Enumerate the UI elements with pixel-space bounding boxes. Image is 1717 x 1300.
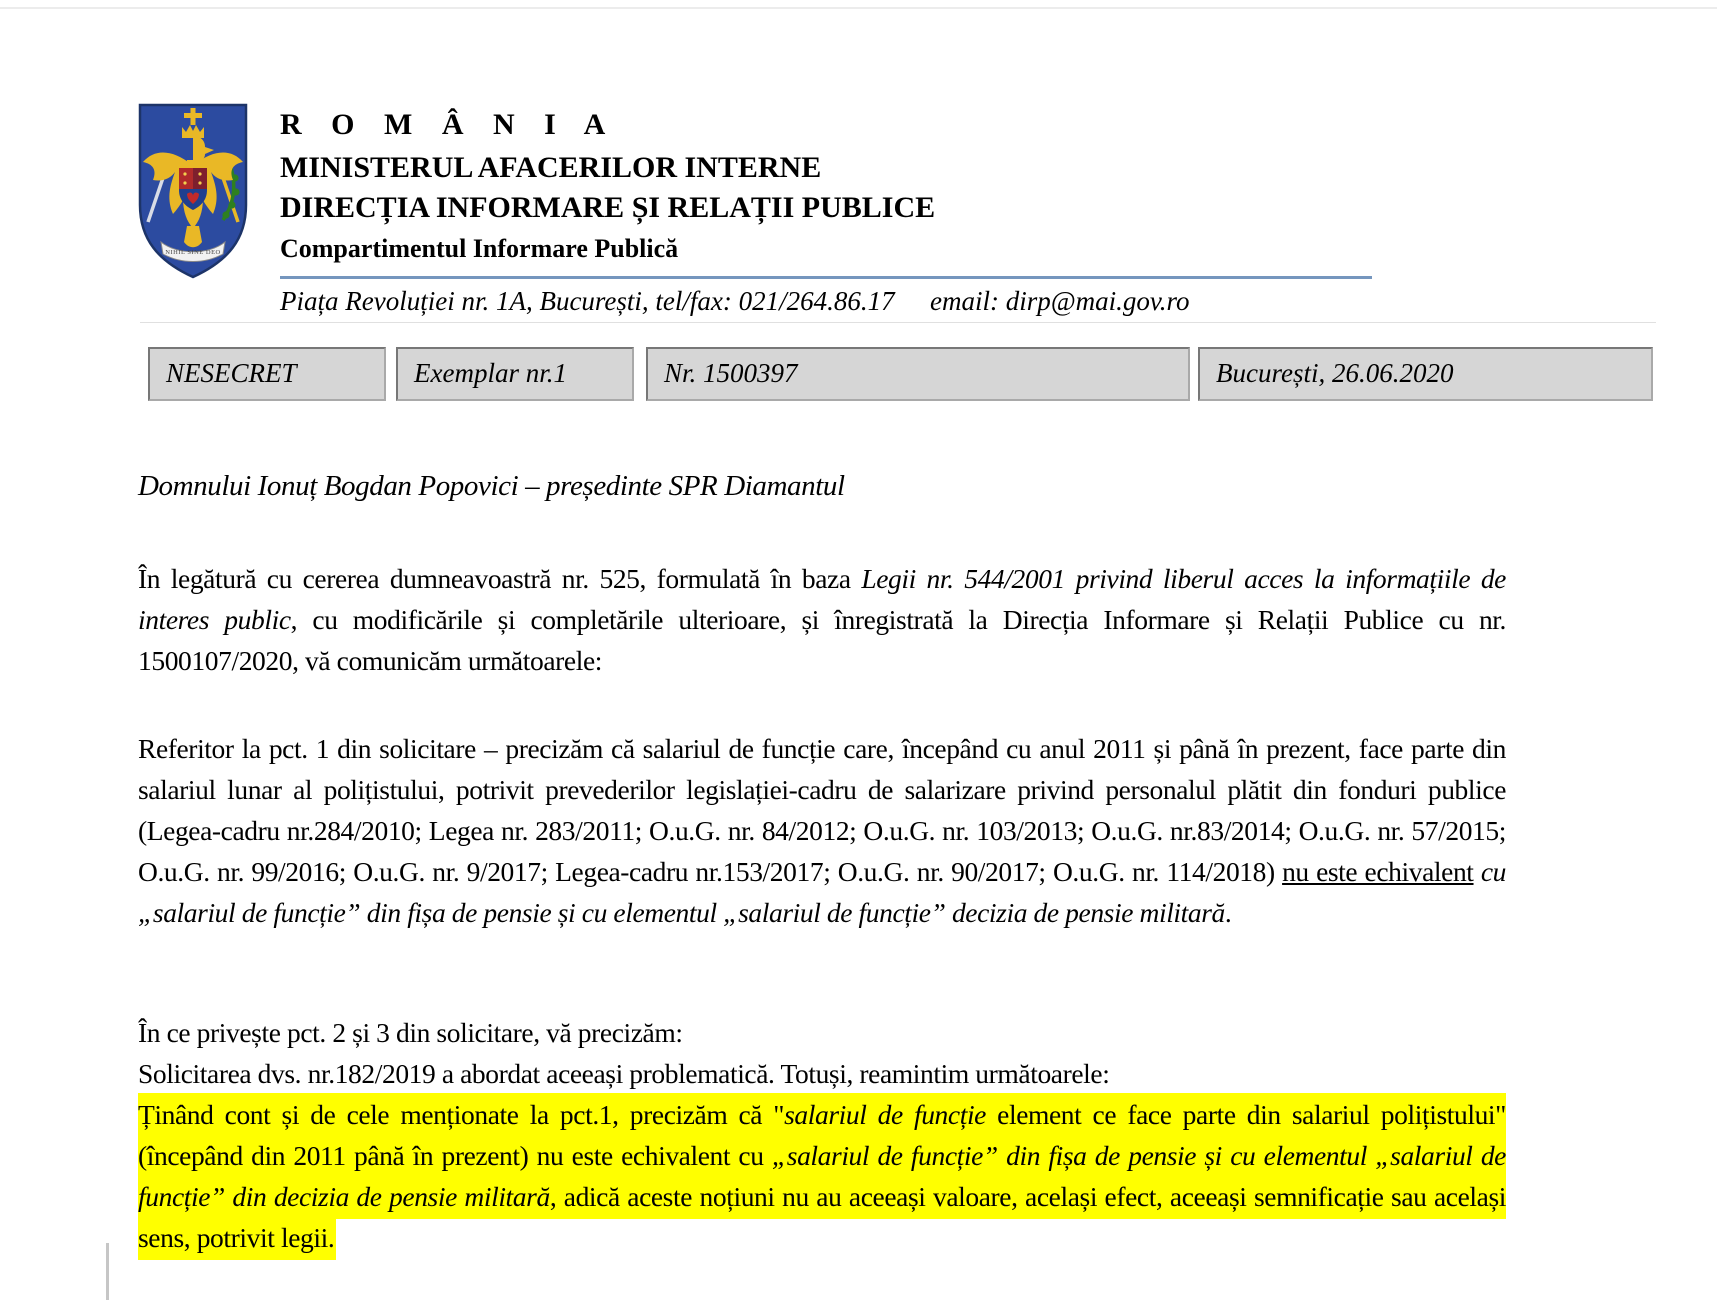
highlighted-paragraph [138,1094,1506,1258]
registration-number-box: Nr. 1500397 [646,347,1190,401]
letterhead-ministry: MINISTERUL AFACERILOR INTERNE [280,151,822,184]
law-title-italic: Legii nr. 544/2001 privind liberul acces la informațiile de interes public [138,563,1506,635]
letterhead-directorate: DIRECȚIA INFORMARE ȘI RELAȚII PUBLICE [280,191,936,224]
closing-block [138,1012,1506,1258]
italic-phrase: cu „salariul de funcție” din fișa de pensie și cu elementul „salariul de funcție” decizia de pensie militară [138,856,1506,928]
previous-request-line: Solicitarea dvs. nr.182/2019 a abordat aceeași problematică. Totuși, reamintim următoarele: [138,1058,1110,1089]
romania-coat-of-arms-icon [133,102,253,280]
text-segment: Referitor la pct. 1 din solicitare – precizăm că salariul de funcție care, începând cu anul 2011 și până în prezent, face parte din salariul lunar al polițistului, potrivit prevederilor legislației-cadru de salarizare privind personalul plătit din fonduri publice (Legea-cadru nr.284/2010; Legea nr. 283/2011; O.u.G. nr. 84/2012; O.u.G. nr. 103/2013; O.u.G. nr.83/2014; O.u.G. nr. 57/2015; O.u.G. nr. 99/2016; O.u.G. nr. 9/2017; Legea-cadru nr.153/2017; O.u.G. nr. 90/2017; O.u.G. nr. 114/2018) [138,733,1506,887]
text-segment: element ce face parte din salariul polițistului" (începând din 2011 până în prezent) nu este echivalent cu [138,1099,1506,1171]
addressee-line: Domnului Ionuț Bogdan Popovici – președinte SPR Diamantul [138,470,845,502]
letterhead-country: R O M Â N I A [280,108,617,141]
letterhead-email: email: dirp@mai.gov.ro [930,286,1190,316]
scan-artifact-top-line [0,7,1717,9]
scan-artifact-bottom-left-line [106,1243,109,1300]
letterhead-address: Piața Revoluției nr. 1A, București, tel/fax: 021/264.86.17 [280,286,895,316]
italic-phrase: „salariul de funcție” din fișa de pensie și cu elementul „salariul de funcție” din decizia de pensie militară [138,1140,1506,1212]
place-date-box: București, 26.06.2020 [1198,347,1653,401]
letterhead-divider-line [280,276,1372,279]
letterhead-department: Compartimentul Informare Publică [280,234,679,263]
text-segment: , adică aceste noțiuni nu au aceeași valoare, același efect, aceeași semnificație sau același sens, potrivit legii. [138,1181,1506,1253]
paragraph-request-reference [138,558,1506,681]
text-segment: Ținând cont și de cele menționate la pct.1, precizăm că " [138,1099,785,1130]
motto-text: NIHIL SINE DEO [165,249,221,256]
underlined-phrase: nu este echivalent [1282,856,1474,887]
coat-of-arms-svg [133,102,253,280]
text-segment [1474,856,1481,887]
points-2-3-line: În ce privește pct. 2 și 3 din solicitare, vă precizăm: [138,1017,683,1048]
letterhead-address-line [280,286,1540,317]
text-segment: . [1224,897,1232,928]
classification-box: NESECRET [148,347,386,401]
text-segment: În legătură cu cererea dumneavoastră nr. 525, formulată în baza [138,563,862,594]
exemplar-box: Exemplar nr.1 [396,347,634,401]
scan-artifact-meta-row-line [140,322,1656,323]
yellow-highlight [138,1093,1506,1260]
text-segment: , cu modificările și completările ulterioare, și înregistrată la Direcția Informare și Relații Publice cu nr. 1500107/2020, vă comunicăm următoarele: [138,604,1507,676]
paragraph-point-1 [138,728,1506,933]
italic-phrase: salariul de funcție [784,1099,986,1130]
